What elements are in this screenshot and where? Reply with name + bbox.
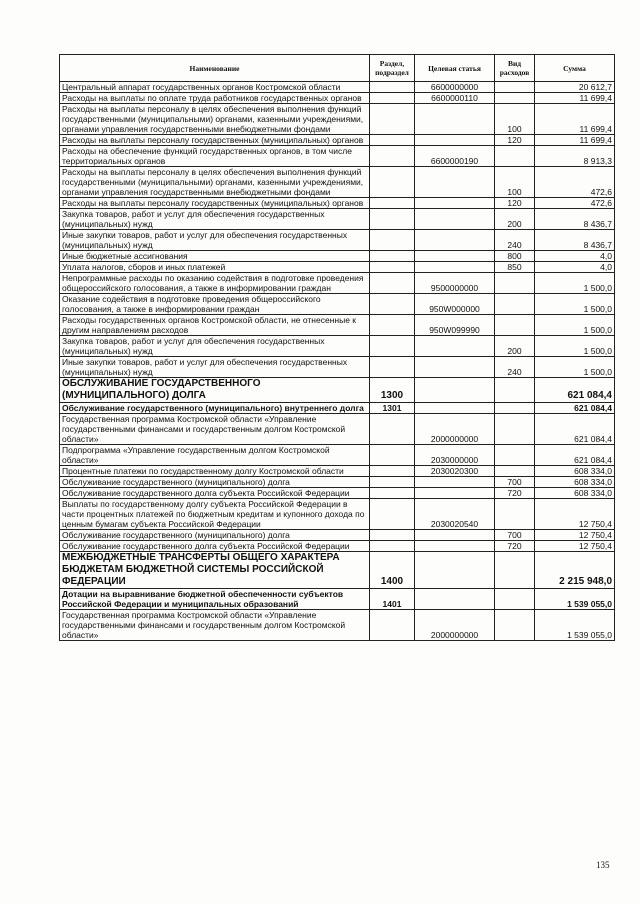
cell-target: 2000000000 <box>415 610 495 641</box>
cell-name: Обслуживание государственного (муниципального) долга <box>60 477 370 488</box>
cell-section <box>370 251 415 262</box>
cell-expense <box>495 273 535 294</box>
cell-section <box>370 466 415 477</box>
cell-expense <box>495 315 535 336</box>
cell-expense <box>495 610 535 641</box>
cell-expense <box>495 82 535 93</box>
cell-section <box>370 93 415 104</box>
cell-amount: 472,6 <box>535 198 615 209</box>
table-row <box>60 445 615 466</box>
cell-expense: 800 <box>495 251 535 262</box>
cell-amount: 472,6 <box>535 167 615 198</box>
cell-name: Расходы государственных органов Костромской области, не отнесенные к другим направлениям расходов <box>60 315 370 336</box>
table-row <box>60 167 615 198</box>
cell-amount: 1 500,0 <box>535 294 615 315</box>
cell-amount: 608 334,0 <box>535 488 615 499</box>
cell-amount: 608 334,0 <box>535 466 615 477</box>
cell-expense: 850 <box>495 262 535 273</box>
cell-section <box>370 294 415 315</box>
header-amount: Сумма <box>535 55 615 82</box>
cell-target: 2030000000 <box>415 445 495 466</box>
table-row <box>60 589 615 610</box>
cell-target: 9500000000 <box>415 273 495 294</box>
cell-expense <box>495 146 535 167</box>
cell-target <box>415 251 495 262</box>
cell-name: Непрограммные расходы по оказанию содействия в подготовке проведения общероссийского голосования, а также в информировании граждан <box>60 273 370 294</box>
header-expense: Вид расходов <box>495 55 535 82</box>
cell-name: Расходы на обеспечение функций государственных органов, в том числе территориальных органов <box>60 146 370 167</box>
cell-amount: 621 084,4 <box>535 445 615 466</box>
cell-name: Расходы на выплаты персоналу в целях обеспечения выполнения функций государственными (муниципальными) органами, казенными учреждениями, органами управления государственными внебюджетными фондами <box>60 104 370 135</box>
cell-name: Уплата налогов, сборов и иных платежей <box>60 262 370 273</box>
table-row <box>60 262 615 273</box>
cell-target <box>415 135 495 146</box>
cell-target <box>415 541 495 552</box>
table-row <box>60 146 615 167</box>
cell-section <box>370 445 415 466</box>
table-row <box>60 198 615 209</box>
cell-target <box>415 552 495 589</box>
table-row <box>60 135 615 146</box>
cell-amount: 1 500,0 <box>535 315 615 336</box>
cell-section <box>370 336 415 357</box>
table-row <box>60 466 615 477</box>
cell-name: Выплаты по государственному долгу субъекта Российской Федерации в части процентных платежей по бюджетным кредитам и купонного дохода по ценным бумагам субъекта Российской Федерации <box>60 499 370 530</box>
table-row <box>60 477 615 488</box>
cell-expense <box>495 294 535 315</box>
cell-expense: 120 <box>495 198 535 209</box>
cell-amount: 20 612,7 <box>535 82 615 93</box>
cell-name: Оказание содействия в подготовке проведения общероссийского голосования, а также в информировании граждан <box>60 294 370 315</box>
cell-section <box>370 530 415 541</box>
table-row <box>60 93 615 104</box>
cell-section: 1301 <box>370 403 415 414</box>
cell-target <box>415 378 495 403</box>
table-row <box>60 315 615 336</box>
cell-section: 1401 <box>370 589 415 610</box>
cell-target <box>415 589 495 610</box>
cell-expense <box>495 378 535 403</box>
cell-section <box>370 315 415 336</box>
cell-name: Обслуживание государственного долга субъекта Российской Федерации <box>60 541 370 552</box>
cell-amount: 12 750,4 <box>535 499 615 530</box>
cell-name: Государственная программа Костромской области «Управление государственными финансами и государственным долгом Костромской области» <box>60 610 370 641</box>
cell-section <box>370 273 415 294</box>
cell-name: Центральный аппарат государственных органов Костромской области <box>60 82 370 93</box>
table-row <box>60 530 615 541</box>
cell-target <box>415 477 495 488</box>
cell-expense <box>495 403 535 414</box>
table-row <box>60 610 615 641</box>
page-number: 135 <box>596 860 610 870</box>
cell-expense <box>495 499 535 530</box>
cell-name: МЕЖБЮДЖЕТНЫЕ ТРАНСФЕРТЫ ОБЩЕГО ХАРАКТЕРА БЮДЖЕТАМ БЮДЖЕТНОЙ СИСТЕМЫ РОССИЙСКОЙ ФЕДЕРАЦИИ <box>60 552 370 589</box>
cell-expense: 240 <box>495 357 535 378</box>
cell-name: Иные закупки товаров, работ и услуг для обеспечения государственных (муниципальных) нужд <box>60 357 370 378</box>
cell-section <box>370 357 415 378</box>
cell-target <box>415 403 495 414</box>
cell-name: Расходы на выплаты персоналу государственных (муниципальных) органов <box>60 198 370 209</box>
cell-target: 6600000190 <box>415 146 495 167</box>
table-row <box>60 209 615 230</box>
cell-name: Иные закупки товаров, работ и услуг для обеспечения государственных (муниципальных) нужд <box>60 230 370 251</box>
header-target: Целевая статья <box>415 55 495 82</box>
cell-section <box>370 209 415 230</box>
cell-target: 6600000110 <box>415 93 495 104</box>
cell-target <box>415 230 495 251</box>
header-name: Наименование <box>60 55 370 82</box>
cell-amount: 621 084,4 <box>535 403 615 414</box>
table-row <box>60 552 615 589</box>
cell-target <box>415 104 495 135</box>
cell-target <box>415 357 495 378</box>
cell-section <box>370 488 415 499</box>
cell-name: Процентные платежи по государственному долгу Костромской области <box>60 466 370 477</box>
table-row <box>60 414 615 445</box>
table-row <box>60 488 615 499</box>
cell-section: 1400 <box>370 552 415 589</box>
cell-name: Обслуживание государственного (муниципального) долга <box>60 530 370 541</box>
cell-amount: 1 500,0 <box>535 336 615 357</box>
cell-name: Расходы на выплаты персоналу в целях обеспечения выполнения функций государственными (муниципальными) органами, казенными учреждениями, органами управления государственными внебюджетными фондами <box>60 167 370 198</box>
cell-section <box>370 135 415 146</box>
cell-name: Подпрограмма «Управление государственным долгом Костромской области» <box>60 445 370 466</box>
table-row <box>60 499 615 530</box>
cell-expense: 720 <box>495 488 535 499</box>
cell-section <box>370 262 415 273</box>
cell-name: Иные бюджетные ассигнования <box>60 251 370 262</box>
cell-target: 950W000000 <box>415 294 495 315</box>
table-row <box>60 541 615 552</box>
cell-expense: 200 <box>495 336 535 357</box>
cell-section <box>370 414 415 445</box>
cell-amount: 1 539 055,0 <box>535 589 615 610</box>
cell-expense: 200 <box>495 209 535 230</box>
cell-name: Закупка товаров, работ и услуг для обеспечения государственных (муниципальных) нужд <box>60 209 370 230</box>
table-body <box>60 82 615 641</box>
table-header-row <box>60 55 615 82</box>
cell-section <box>370 541 415 552</box>
budget-table <box>59 54 615 641</box>
cell-target <box>415 167 495 198</box>
cell-amount: 608 334,0 <box>535 477 615 488</box>
cell-name: Дотации на выравнивание бюджетной обеспеченности субъектов Российской Федерации и муниципальных образований <box>60 589 370 610</box>
cell-expense <box>495 93 535 104</box>
cell-name: Закупка товаров, работ и услуг для обеспечения государственных (муниципальных) нужд <box>60 336 370 357</box>
cell-section <box>370 82 415 93</box>
cell-expense <box>495 414 535 445</box>
cell-target <box>415 530 495 541</box>
cell-section <box>370 146 415 167</box>
header-section: Раздел, подраздел <box>370 55 415 82</box>
cell-expense: 720 <box>495 541 535 552</box>
cell-amount: 8 913,3 <box>535 146 615 167</box>
cell-target: 2000000000 <box>415 414 495 445</box>
cell-amount: 4,0 <box>535 262 615 273</box>
table-row <box>60 357 615 378</box>
cell-name: ОБСЛУЖИВАНИЕ ГОСУДАРСТВЕННОГО (МУНИЦИПАЛЬНОГО) ДОЛГА <box>60 378 370 403</box>
cell-expense <box>495 445 535 466</box>
table-row <box>60 104 615 135</box>
cell-name: Обслуживание государственного долга субъекта Российской Федерации <box>60 488 370 499</box>
cell-amount: 1 500,0 <box>535 357 615 378</box>
cell-expense: 100 <box>495 167 535 198</box>
cell-section: 1300 <box>370 378 415 403</box>
cell-amount: 12 750,4 <box>535 530 615 541</box>
cell-amount: 8 436,7 <box>535 209 615 230</box>
table-row <box>60 251 615 262</box>
cell-target: 2030020540 <box>415 499 495 530</box>
cell-amount: 2 215 948,0 <box>535 552 615 589</box>
cell-amount: 8 436,7 <box>535 230 615 251</box>
cell-target: 2030020300 <box>415 466 495 477</box>
cell-amount: 1 539 055,0 <box>535 610 615 641</box>
cell-target <box>415 209 495 230</box>
cell-expense <box>495 552 535 589</box>
cell-amount: 621 084,4 <box>535 414 615 445</box>
cell-target <box>415 198 495 209</box>
table-row <box>60 294 615 315</box>
cell-expense: 240 <box>495 230 535 251</box>
cell-amount: 11 699,4 <box>535 135 615 146</box>
cell-amount: 1 500,0 <box>535 273 615 294</box>
cell-section <box>370 610 415 641</box>
cell-section <box>370 167 415 198</box>
cell-section <box>370 499 415 530</box>
cell-target: 6600000000 <box>415 82 495 93</box>
cell-section <box>370 230 415 251</box>
cell-expense: 700 <box>495 477 535 488</box>
cell-amount: 11 699,4 <box>535 104 615 135</box>
cell-target <box>415 262 495 273</box>
cell-amount: 4,0 <box>535 251 615 262</box>
cell-target <box>415 488 495 499</box>
cell-amount: 12 750,4 <box>535 541 615 552</box>
cell-section <box>370 198 415 209</box>
cell-expense: 120 <box>495 135 535 146</box>
cell-name: Расходы на выплаты персоналу государственных (муниципальных) органов <box>60 135 370 146</box>
table-row <box>60 378 615 403</box>
cell-expense <box>495 589 535 610</box>
cell-expense <box>495 466 535 477</box>
cell-name: Обслуживание государственного (муниципального) внутреннего долга <box>60 403 370 414</box>
cell-expense: 100 <box>495 104 535 135</box>
table-row <box>60 403 615 414</box>
table-row <box>60 273 615 294</box>
cell-name: Расходы на выплаты по оплате труда работников государственных органов <box>60 93 370 104</box>
cell-amount: 11 699,4 <box>535 93 615 104</box>
table-row <box>60 82 615 93</box>
cell-section <box>370 104 415 135</box>
cell-target <box>415 336 495 357</box>
cell-name: Государственная программа Костромской области «Управление государственными финансами и государственным долгом Костромской области» <box>60 414 370 445</box>
table-row <box>60 336 615 357</box>
cell-amount: 621 084,4 <box>535 378 615 403</box>
cell-section <box>370 477 415 488</box>
table-row <box>60 230 615 251</box>
cell-expense: 700 <box>495 530 535 541</box>
cell-target: 950W099990 <box>415 315 495 336</box>
